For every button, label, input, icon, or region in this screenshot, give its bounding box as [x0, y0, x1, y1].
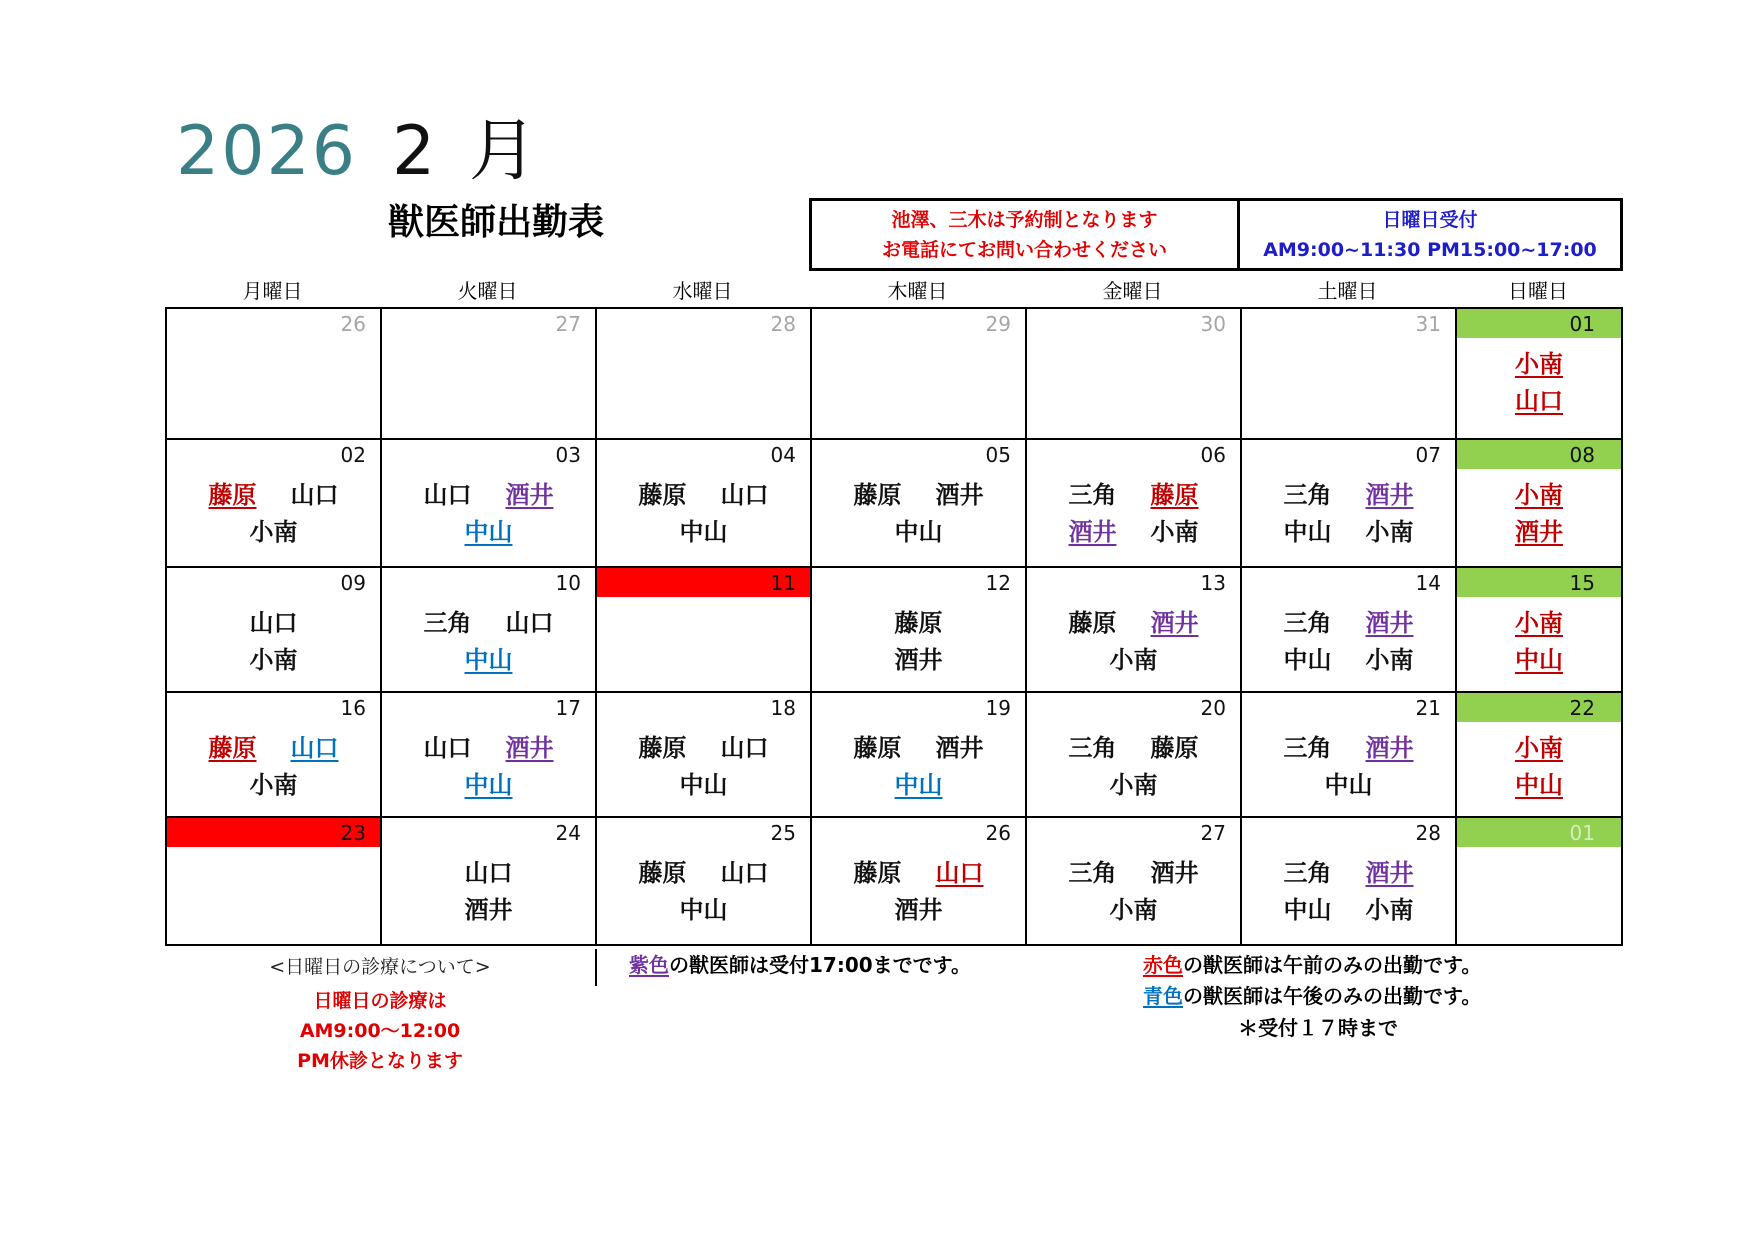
vet-name: 山口 — [249, 609, 298, 637]
vet-name: 中山 — [1324, 771, 1373, 799]
day-number: 07 — [1415, 443, 1441, 467]
vet-roster — [1027, 477, 1240, 551]
vet-name: 酒井 — [1365, 609, 1414, 637]
vet-roster — [1242, 730, 1455, 804]
calendar-day-cell — [812, 309, 1027, 440]
day-number: 30 — [1200, 312, 1226, 336]
roster-line — [812, 855, 1025, 892]
day-number: 12 — [985, 571, 1011, 595]
vet-name: 山口 — [720, 481, 769, 509]
date-bar — [382, 818, 595, 847]
calendar-day-cell — [1242, 309, 1457, 440]
roster-line — [1027, 477, 1240, 514]
vet-name: 小南 — [1515, 481, 1563, 509]
vet-name: 小南 — [1515, 609, 1563, 637]
calendar-day-cell — [382, 309, 597, 440]
roster-line — [597, 730, 810, 767]
date-bar — [597, 440, 810, 469]
calendar-day-cell — [597, 693, 812, 818]
legend-red — [1143, 950, 1481, 981]
legend-red-keyword: 赤色 — [1143, 953, 1183, 977]
date-bar — [597, 309, 810, 338]
roster-line — [1242, 767, 1455, 804]
day-number: 27 — [555, 312, 581, 336]
reservation-notice-line1: 池澤、三木は予約制となります — [891, 208, 1158, 231]
vet-roster — [1027, 730, 1240, 804]
calendar-day-cell — [1242, 818, 1457, 946]
vet-name: 中山 — [679, 518, 728, 546]
calendar-year: 2026 — [176, 112, 358, 191]
roster-line — [1027, 605, 1240, 642]
day-number: 26 — [340, 312, 366, 336]
vet-roster — [167, 730, 380, 804]
calendar-day-cell — [167, 693, 382, 818]
weekday-header-sat: 土曜日 — [1317, 279, 1378, 303]
roster-line — [597, 892, 810, 929]
date-bar — [812, 693, 1025, 722]
vet-name: 藤原 — [853, 734, 902, 762]
roster-line — [1457, 730, 1621, 767]
date-bar — [167, 309, 380, 338]
calendar-day-cell — [1242, 693, 1457, 818]
vet-name: 藤原 — [853, 859, 902, 887]
calendar-day-cell — [1457, 693, 1623, 818]
vet-name: 中山 — [894, 771, 943, 799]
vet-name: 中山 — [1283, 518, 1332, 546]
date-bar — [1027, 309, 1240, 338]
date-bar — [382, 693, 595, 722]
roster-line — [382, 855, 595, 892]
legend-blue-keyword: 青色 — [1143, 984, 1183, 1008]
calendar-day-cell — [167, 818, 382, 946]
legend-blue-text: の獣医師は午後のみの出勤です。 — [1183, 984, 1482, 1008]
vet-name: 山口 — [290, 481, 339, 509]
vet-name: 中山 — [464, 518, 513, 546]
calendar-day-cell — [382, 818, 597, 946]
vet-roster — [597, 477, 810, 551]
legend-purple — [629, 950, 971, 981]
day-number: 01 — [1569, 312, 1595, 336]
vet-roster — [812, 730, 1025, 804]
date-bar — [382, 568, 595, 597]
vet-name: 小南 — [249, 771, 298, 799]
day-number: 23 — [340, 821, 366, 845]
roster-line — [1457, 605, 1621, 642]
date-bar — [1242, 568, 1455, 597]
roster-line — [597, 514, 810, 551]
calendar-day-cell — [812, 568, 1027, 693]
vet-name: 山口 — [464, 859, 513, 887]
calendar-day-cell — [1027, 440, 1242, 568]
vet-name: 酒井 — [1365, 859, 1414, 887]
day-number: 27 — [1200, 821, 1226, 845]
calendar-day-cell — [1457, 818, 1623, 946]
vet-name: 酒井 — [935, 481, 984, 509]
roster-line — [382, 730, 595, 767]
vet-roster — [382, 730, 595, 804]
calendar-day-cell — [597, 440, 812, 568]
roster-line — [382, 477, 595, 514]
date-bar — [167, 568, 380, 597]
date-bar — [1242, 309, 1455, 338]
calendar-week-row — [167, 818, 1623, 946]
roster-line — [1242, 730, 1455, 767]
vet-roster — [1027, 605, 1240, 679]
vet-name: 小南 — [1109, 646, 1158, 674]
vet-name: 中山 — [894, 518, 943, 546]
legend-red-text: の獣医師は午前のみの出勤です。 — [1183, 953, 1482, 977]
roster-line — [167, 730, 380, 767]
day-number: 26 — [985, 821, 1011, 845]
vet-roster — [812, 855, 1025, 929]
holiday-date-bar — [597, 568, 810, 597]
vet-name: 小南 — [1515, 350, 1563, 378]
vet-name: 藤原 — [638, 481, 687, 509]
vet-name: 山口 — [423, 734, 472, 762]
vet-name: 酒井 — [894, 646, 943, 674]
calendar-month: 2 月 — [392, 112, 543, 191]
day-number: 16 — [340, 696, 366, 720]
roster-line — [1242, 642, 1455, 679]
vet-name: 山口 — [720, 859, 769, 887]
date-bar — [597, 818, 810, 847]
calendar-day-cell — [167, 440, 382, 568]
vet-name: 小南 — [1150, 518, 1199, 546]
vet-name: 藤原 — [638, 859, 687, 887]
calendar-day-cell — [382, 568, 597, 693]
roster-line — [1242, 892, 1455, 929]
date-bar — [382, 440, 595, 469]
date-bar — [812, 440, 1025, 469]
reservation-notice — [812, 201, 1240, 268]
vet-name: 藤原 — [1150, 481, 1199, 509]
vet-name: 中山 — [679, 771, 728, 799]
sunday-date-bar — [1457, 568, 1621, 597]
roster-line — [1027, 767, 1240, 804]
calendar-day-cell — [1027, 568, 1242, 693]
date-bar — [597, 693, 810, 722]
vet-name: 小南 — [1109, 771, 1158, 799]
vet-roster — [812, 605, 1025, 679]
roster-line — [167, 605, 380, 642]
weekday-header-sun: 日曜日 — [1508, 279, 1568, 303]
vet-name: 酒井 — [1068, 518, 1117, 546]
day-number: 01 — [1569, 821, 1595, 845]
vet-roster — [1027, 855, 1240, 929]
vet-roster — [1457, 346, 1621, 420]
roster-line — [812, 477, 1025, 514]
day-number: 29 — [985, 312, 1011, 336]
calendar-day-cell — [597, 309, 812, 440]
vet-name: 藤原 — [638, 734, 687, 762]
sunday-date-bar — [1457, 309, 1621, 338]
date-bar — [1242, 818, 1455, 847]
vet-name: 山口 — [290, 734, 339, 762]
vet-name: 酒井 — [1150, 859, 1199, 887]
calendar-day-cell — [1027, 309, 1242, 440]
roster-line — [812, 892, 1025, 929]
day-number: 31 — [1415, 312, 1441, 336]
roster-line — [812, 514, 1025, 551]
day-number: 02 — [340, 443, 366, 467]
vet-name: 山口 — [423, 481, 472, 509]
weekday-header-thu: 木曜日 — [887, 279, 948, 303]
vet-name: 三角 — [1283, 609, 1332, 637]
calendar-day-cell — [1457, 309, 1623, 440]
date-bar — [812, 818, 1025, 847]
vet-name: 酒井 — [1365, 481, 1414, 509]
vet-name: 小南 — [1365, 646, 1414, 674]
calendar-day-cell — [382, 693, 597, 818]
date-bar — [1027, 568, 1240, 597]
vet-roster — [382, 855, 595, 929]
day-number: 19 — [985, 696, 1011, 720]
vet-name: 酒井 — [1150, 609, 1199, 637]
vet-name: 中山 — [1515, 646, 1563, 674]
weekday-header-mon: 月曜日 — [242, 279, 303, 303]
vet-name: 中山 — [1283, 646, 1332, 674]
sunday-policy-line3: PM休診となります — [297, 1050, 463, 1072]
date-bar — [1242, 693, 1455, 722]
day-number: 21 — [1415, 696, 1441, 720]
footer-divider — [595, 949, 597, 986]
day-number: 18 — [770, 696, 796, 720]
vet-roster — [382, 605, 595, 679]
vet-roster — [812, 477, 1025, 551]
vet-roster — [1242, 477, 1455, 551]
roster-line — [382, 642, 595, 679]
vet-name: 藤原 — [853, 481, 902, 509]
calendar-day-cell — [1457, 568, 1623, 693]
date-bar — [812, 568, 1025, 597]
roster-line — [1027, 730, 1240, 767]
day-number: 17 — [555, 696, 581, 720]
calendar-day-cell — [167, 309, 382, 440]
day-number: 03 — [555, 443, 581, 467]
vet-name: 小南 — [249, 518, 298, 546]
roster-line — [812, 730, 1025, 767]
date-bar — [1027, 440, 1240, 469]
vet-roster — [382, 477, 595, 551]
reservation-notice-line2: お電話にてお問い合わせください — [881, 238, 1167, 261]
day-number: 11 — [770, 571, 796, 595]
sunday-policy-line2: AM9:00～12:00 — [299, 1020, 461, 1042]
holiday-date-bar — [167, 818, 380, 847]
vet-name: 酒井 — [505, 734, 554, 762]
vet-name: 中山 — [464, 646, 513, 674]
calendar-week-row — [167, 440, 1623, 568]
day-number: 20 — [1200, 696, 1226, 720]
vet-roster — [1457, 605, 1621, 679]
vet-roster — [167, 605, 380, 679]
roster-line — [597, 767, 810, 804]
day-number: 22 — [1569, 696, 1595, 720]
date-bar — [382, 309, 595, 338]
roster-line — [1027, 855, 1240, 892]
date-bar — [812, 309, 1025, 338]
roster-line — [167, 477, 380, 514]
vet-name: 藤原 — [1068, 609, 1117, 637]
roster-line — [1027, 642, 1240, 679]
vet-name: 藤原 — [208, 481, 257, 509]
vet-roster — [167, 477, 380, 551]
vet-name: 中山 — [1283, 896, 1332, 924]
vet-name: 山口 — [1515, 387, 1563, 415]
notice-box — [809, 198, 1623, 271]
calendar-day-cell — [1242, 568, 1457, 693]
vet-name: 酒井 — [1515, 518, 1563, 546]
vet-name: 酒井 — [1365, 734, 1414, 762]
roster-line — [167, 642, 380, 679]
roster-line — [382, 892, 595, 929]
day-number: 13 — [1200, 571, 1226, 595]
calendar-week-row — [167, 568, 1623, 693]
roster-line — [597, 855, 810, 892]
vet-name: 小南 — [249, 646, 298, 674]
roster-line — [1242, 855, 1455, 892]
vet-roster — [597, 730, 810, 804]
legend-purple-text: の獣医師は受付17:00までです。 — [669, 953, 972, 977]
vet-name: 中山 — [679, 896, 728, 924]
day-number: 24 — [555, 821, 581, 845]
roster-line — [1457, 477, 1621, 514]
sunday-date-bar — [1457, 818, 1621, 847]
vet-name: 三角 — [1283, 734, 1332, 762]
calendar-week-row — [167, 309, 1623, 440]
day-number: 10 — [555, 571, 581, 595]
day-number: 28 — [770, 312, 796, 336]
vet-name: 藤原 — [1150, 734, 1199, 762]
calendar-day-cell — [812, 693, 1027, 818]
vet-name: 山口 — [935, 859, 984, 887]
roster-line — [1242, 605, 1455, 642]
roster-line — [812, 605, 1025, 642]
vet-roster — [1242, 855, 1455, 929]
date-bar — [1242, 440, 1455, 469]
date-bar — [1027, 818, 1240, 847]
weekday-header-fri: 金曜日 — [1102, 279, 1163, 303]
date-bar — [167, 440, 380, 469]
vet-name: 小南 — [1365, 518, 1414, 546]
day-number: 28 — [1415, 821, 1441, 845]
sunday-hours-times: AM9:00~11:30 PM15:00~17:00 — [1263, 238, 1597, 261]
vet-name: 中山 — [464, 771, 513, 799]
vet-name: 小南 — [1365, 896, 1414, 924]
roster-line — [1457, 383, 1621, 420]
vet-roster — [597, 855, 810, 929]
vet-name: 山口 — [720, 734, 769, 762]
legend-blue — [1143, 981, 1481, 1012]
calendar-day-cell — [167, 568, 382, 693]
vet-roster — [1242, 605, 1455, 679]
roster-line — [167, 767, 380, 804]
vet-name: 三角 — [1283, 481, 1332, 509]
vet-name: 藤原 — [894, 609, 943, 637]
day-number: 06 — [1200, 443, 1226, 467]
sunday-policy-heading: <日曜日の診療について> — [269, 956, 491, 978]
calendar-day-cell — [1242, 440, 1457, 568]
day-number: 08 — [1569, 443, 1595, 467]
date-bar — [1027, 693, 1240, 722]
roster-line — [382, 605, 595, 642]
roster-line — [812, 767, 1025, 804]
vet-name: 酒井 — [935, 734, 984, 762]
roster-line — [1457, 767, 1621, 804]
roster-line — [382, 514, 595, 551]
date-bar — [167, 693, 380, 722]
calendar-grid — [165, 307, 1623, 946]
calendar-day-cell — [597, 818, 812, 946]
roster-line — [1242, 514, 1455, 551]
roster-line — [1457, 514, 1621, 551]
roster-line — [1457, 346, 1621, 383]
calendar-day-cell — [382, 440, 597, 568]
day-number: 09 — [340, 571, 366, 595]
sunday-date-bar — [1457, 693, 1621, 722]
roster-line — [1457, 642, 1621, 679]
vet-name: 藤原 — [208, 734, 257, 762]
calendar-day-cell — [1027, 818, 1242, 946]
roster-line — [382, 767, 595, 804]
legend-blue-note: ＊受付１７時まで — [1238, 1016, 1398, 1040]
sunday-policy-line1: 日曜日の診療は — [313, 990, 447, 1012]
calendar-day-cell — [812, 440, 1027, 568]
legend-purple-keyword: 紫色 — [629, 953, 669, 977]
vet-name: 三角 — [1068, 859, 1117, 887]
vet-name: 三角 — [423, 609, 472, 637]
page-title: 獣医師出勤表 — [388, 202, 605, 243]
sunday-date-bar — [1457, 440, 1621, 469]
weekday-header-wed: 水曜日 — [672, 279, 733, 303]
vet-roster — [1457, 730, 1621, 804]
vet-name: 山口 — [505, 609, 554, 637]
day-number: 04 — [770, 443, 796, 467]
vet-name: 酒井 — [505, 481, 554, 509]
calendar-day-cell — [812, 818, 1027, 946]
roster-line — [1027, 892, 1240, 929]
vet-name: 小南 — [1109, 896, 1158, 924]
sunday-hours-title: 日曜日受付 — [1382, 208, 1478, 231]
vet-name: 三角 — [1068, 481, 1117, 509]
calendar-week-row — [167, 693, 1623, 818]
vet-name: 中山 — [1515, 771, 1563, 799]
vet-roster — [1457, 477, 1621, 551]
vet-name: 三角 — [1283, 859, 1332, 887]
vet-name: 酒井 — [894, 896, 943, 924]
weekday-header-tue: 火曜日 — [457, 279, 518, 303]
roster-line — [167, 514, 380, 551]
roster-line — [1242, 477, 1455, 514]
roster-line — [1027, 514, 1240, 551]
day-number: 15 — [1569, 571, 1595, 595]
vet-name: 酒井 — [464, 896, 513, 924]
day-number: 05 — [985, 443, 1011, 467]
sunday-policy-note — [165, 986, 595, 1076]
calendar-day-cell — [597, 568, 812, 693]
day-number: 25 — [770, 821, 796, 845]
calendar-day-cell — [1027, 693, 1242, 818]
vet-name: 小南 — [1515, 734, 1563, 762]
roster-line — [597, 477, 810, 514]
calendar-day-cell — [1457, 440, 1623, 568]
roster-line — [812, 642, 1025, 679]
vet-name: 三角 — [1068, 734, 1117, 762]
sunday-hours-notice — [1240, 201, 1620, 268]
day-number: 14 — [1415, 571, 1441, 595]
